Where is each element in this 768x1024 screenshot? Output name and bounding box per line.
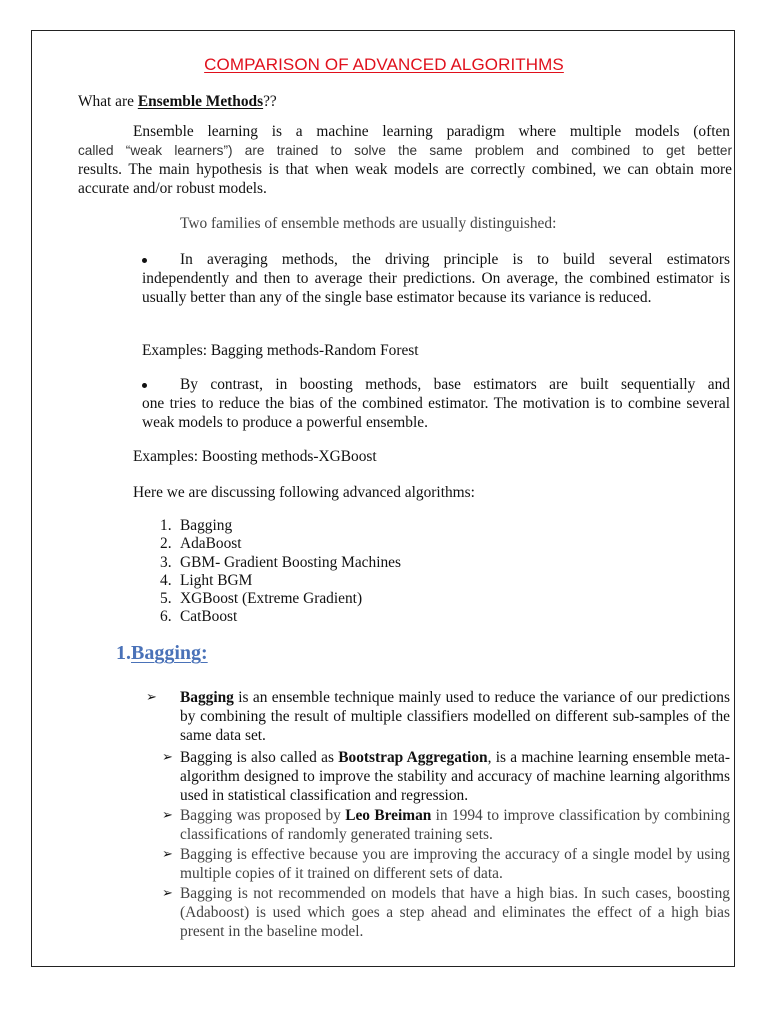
bagging-point-4: Bagging is effective because you are improving the accuracy of a single model by using multiple copies of it trained on different sets of data. — [180, 846, 730, 882]
bagging-point-2 — [180, 748, 730, 805]
discussing-intro: Here we are discussing following advanced algorithms: — [133, 484, 475, 501]
arrow-bullet-icon: ➢ — [162, 886, 173, 901]
list-item-number: 1. — [160, 517, 172, 534]
bagging-point-1-text: is an ensemble technique mainly used to reduce the variance of our predictions by combining the result of multiple classifiers modelled on different sub-samples of the same data set. — [180, 689, 730, 744]
algorithms-list — [160, 517, 560, 627]
bagging-point-2-pre: Bagging is also called as — [180, 749, 339, 766]
list-item-number: 2. — [160, 535, 172, 553]
section-number: 1. — [116, 642, 131, 664]
list-item-label: XGBoost (Extreme Gradient) — [180, 590, 363, 608]
bagging-term: Bagging — [180, 689, 234, 706]
page-title: COMPARISON OF ADVANCED ALGORITHMS — [204, 55, 564, 74]
bagging-point-5: Bagging is not recommended on models that have a high bias. In such cases, boosting (Adaboost) is used which goes a step ahead and eliminates the effect of a high bias present in the baseline model. — [180, 885, 730, 940]
section-heading-bagging — [116, 642, 208, 665]
arrow-bullet-icon: ➢ — [162, 847, 173, 862]
families-intro: Two families of ensemble methods are usually distinguished: — [180, 215, 557, 232]
list-item-label: Light BGM — [180, 571, 253, 589]
bagging-point-3-pre: Bagging was proposed by — [180, 807, 346, 824]
averaging-first: In averaging methods, the driving principle is to build several estimators — [180, 251, 730, 268]
section-title: Bagging: — [131, 642, 208, 664]
list-item-number: 4. — [160, 571, 172, 589]
list-item-number: 3. — [160, 553, 172, 571]
list-item — [160, 608, 560, 626]
bagging-point-3 — [180, 806, 730, 844]
bagging-point-3-text: in 1994 to improve classification by combining classifications of randomly generated training sets. — [180, 807, 731, 843]
list-item-label: CatBoost — [180, 608, 238, 626]
list-item — [160, 572, 560, 590]
arrow-bullet-icon: ➢ — [146, 690, 157, 705]
ensemble-question — [78, 92, 277, 111]
list-item — [160, 590, 560, 608]
bootstrap-aggregation-term: Bootstrap Aggregation — [338, 749, 488, 766]
boosting-rest: one tries to reduce the bias of the combined estimator. The motivation is to combine several weak models to produce a powerful ensemble. — [142, 395, 730, 431]
list-item-label: GBM- Gradient Boosting Machines — [180, 553, 401, 571]
examples-boosting: Examples: Boosting methods-XGBoost — [133, 448, 377, 465]
intro-line-1: Ensemble learning is a machine learning paradigm where multiple models (often — [133, 123, 730, 140]
question-prefix: What are — [78, 93, 138, 110]
list-item-number: 5. — [160, 590, 172, 608]
list-item — [160, 535, 560, 553]
list-item — [160, 554, 560, 572]
averaging-rest: independently and then to average their predictions. On average, the combined estimator is usually better than any of the single base estimator because its variance is reduced. — [142, 270, 730, 306]
intro-line-2: called “weak learners”) are trained to solve the same problem and combined to get better — [78, 143, 732, 158]
arrow-bullet-icon: ➢ — [162, 808, 173, 823]
boosting-first: By contrast, in boosting methods, base estimators are built sequentially and — [180, 376, 730, 393]
question-suffix: ?? — [263, 93, 277, 110]
examples-bagging: Examples: Bagging methods-Random Forest — [142, 342, 419, 359]
list-item-label: AdaBoost — [180, 535, 242, 553]
bullet-dot-icon — [142, 258, 147, 263]
list-item-label: Bagging — [180, 517, 233, 534]
bagging-point-2-text: , is a machine learning ensemble meta-algorithm designed to improve the stability and accuracy of machine learning algorithms used in statistical classification and regression. — [180, 749, 730, 804]
bagging-point-1 — [180, 688, 730, 745]
list-item-number: 6. — [160, 608, 172, 626]
list-item — [160, 517, 560, 535]
arrow-bullet-icon: ➢ — [162, 750, 173, 765]
leo-breiman-term: Leo Breiman — [345, 807, 432, 824]
bullet-dot-icon — [142, 383, 147, 388]
intro-rest: results. The main hypothesis is that when weak models are correctly combined, we can obtain more accurate and/or robust models. — [78, 161, 732, 197]
question-bold: Ensemble Methods — [137, 93, 264, 110]
